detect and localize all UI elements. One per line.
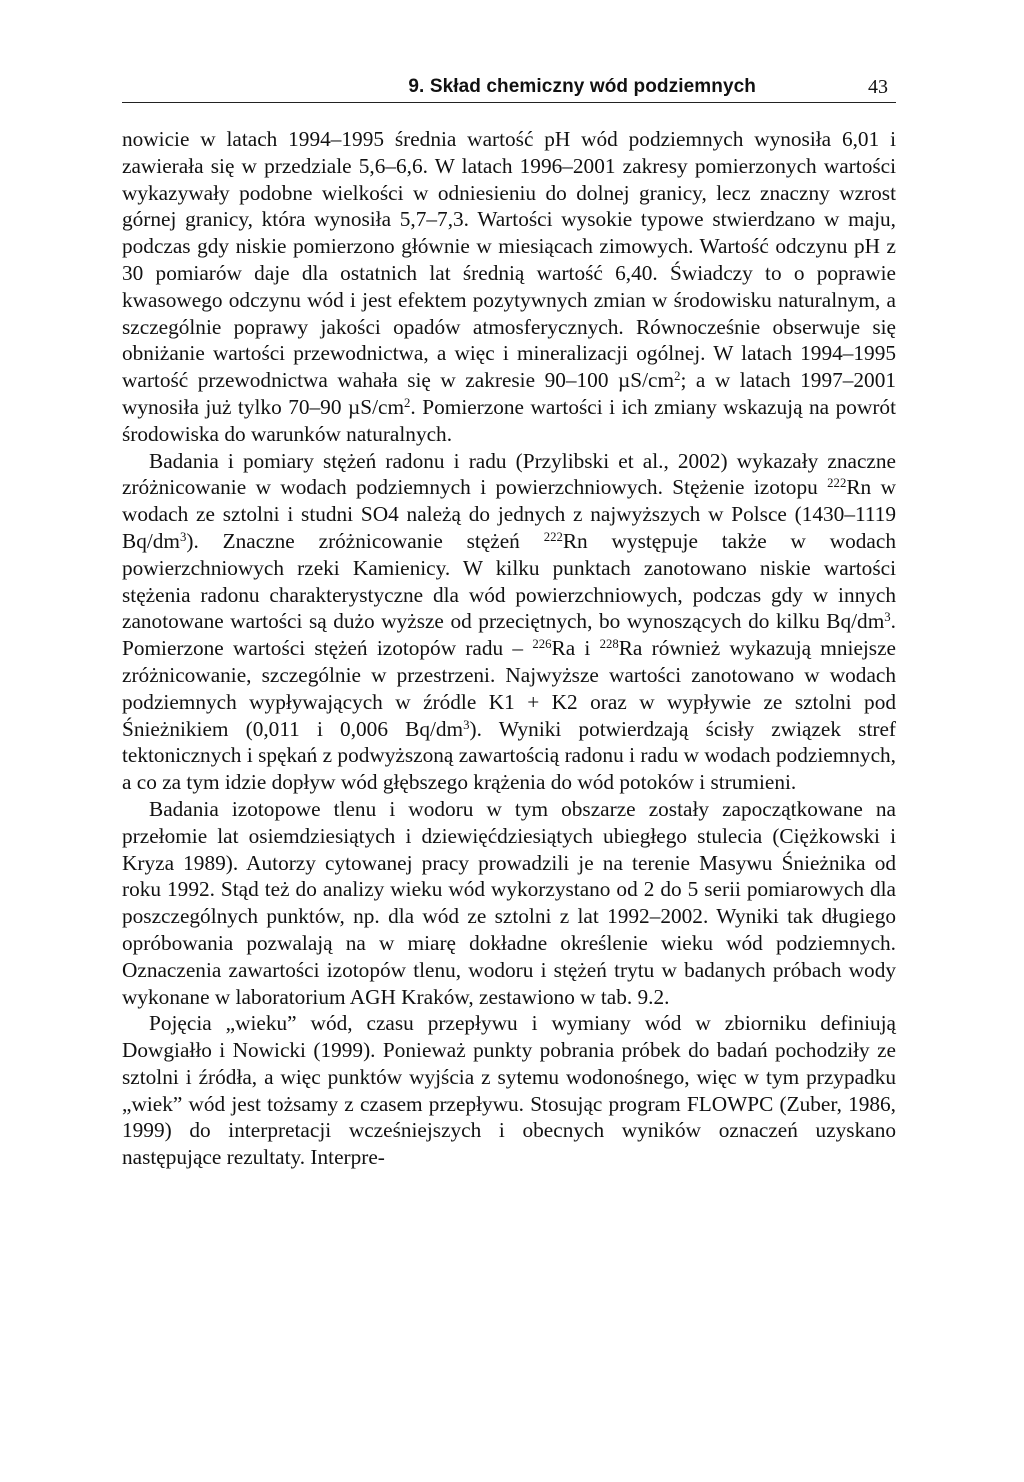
- paragraph-1: [122, 126, 896, 448]
- superscript: 226: [532, 637, 552, 652]
- body-text: [122, 126, 896, 1171]
- text-run: ; a w latach 1997–2001 wynosiła już tylko 70–90 µS/cm: [122, 368, 896, 419]
- text-run: Rn w wodach ze sztolni i studni SO4 należą do jednych z najwyższych w Polsce (1430–1119 Bq/dm: [122, 475, 896, 553]
- text-run: . Pomierzone wartości stężeń izotopów radu –: [122, 609, 896, 661]
- superscript: 222: [827, 476, 847, 491]
- paragraph-4: [122, 1010, 896, 1171]
- text-run: nowicie w latach 1994–1995 średnia wartość pH wód podziemnych wynosiła 6,01 i zawierała się w przedziale 5,6–6,6. W latach 1996–2001 zakresy pomierzonych wartości wykazywały podobne wielkości w odniesieniu do dolnej granicy, lecz znaczny wzrost górnej granicy, która wynosiła 5,7–7,3. Wartości wysokie typowe stwierdzano w maju, podczas gdy niskie pomierzono głównie w miesiącach zimowych. Wartość odczynu pH z 30 pomiarów daje dla ostatnich lat średnią wartość 6,40. Świadczy to o poprawie kwasowego odczynu wód i jest efektem pozytywnych zmian w środowisku naturalnym, a szczególnie poprawy jakości opadów atmosferycznych. Równocześnie obserwuje się obniżanie wartości przewodnictwa, a więc i mineralizacji ogólnej. W latach 1994–1995 wartość przewodnictwa wahała się w zakresie 90–100 µS/cm: [122, 127, 896, 393]
- text-run: Badania i pomiary stężeń radonu i radu (Przylibski et al., 2002) wykazały znaczne zróżnicowanie w wodach podziemnych i powierzchniowych. Stężenie izotopu: [122, 448, 896, 500]
- page-number: 43: [868, 76, 888, 98]
- superscript: 2: [674, 369, 681, 384]
- paragraph-3: [122, 796, 896, 1010]
- text-run: Ra również wykazują mniejsze zróżnicowanie, szczególnie w przestrzeni. Najwyższe wartości zanotowano w wodach podziemnych wypływających w źródle K1 + K2 oraz w wypływie ze sztolni pod Śnieżnikiem (0,011 i 0,006 Bq/dm: [122, 636, 897, 741]
- superscript: 3: [179, 529, 187, 544]
- text-run: Badania izotopowe tlenu i wodoru w tym obszarze zostały zapoczątkowane na przełomie lat osiemdziesiątych i dziewięćdziesiątych ubiegłego stulecia (Ciężkowski i Kryza 1989). Autorzy cytowanej pracy prowadzili je na terenie Masywu Śnieżnika od roku 1992. Stąd też do analizy wieku wód wykorzystano od 2 do 5 serii pomiarowych dla poszczególnych punktów, np. dla wód ze sztolni z lat 1992–2002. Wyniki tak długiego opróbowania pozwalają na w miarę dokładne określenie wieku wód podziemnych. Oznaczenia zawartości izotopów tlenu, wodoru i stężeń trytu w badanych próbach wody wykonane w laboratorium AGH Kraków, zestawiono w tab. 9.2.: [122, 796, 896, 1009]
- text-run: ). Znaczne zróżnicowanie stężeń: [186, 528, 544, 553]
- superscript: 228: [599, 637, 619, 652]
- text-run: Ra i: [551, 636, 600, 661]
- superscript: 3: [463, 717, 470, 732]
- superscript: 2: [404, 395, 411, 410]
- text-run: . Pomierzone wartości i ich zmiany wskazują na powrót środowiska do warunków naturalnych.: [122, 394, 896, 446]
- text-run: Rn występuje także w wodach powierzchniowych rzeki Kamienicy. W kilku punktach zanotowano niskie wartości stężenia radonu charakterystyczne dla wód powierzchniowych, podczas gdy w innych zanotowane wartości są dużo wyższe od przeciętnych, bo wynoszących do kilku Bq/dm: [122, 528, 896, 634]
- text-run: ). Wyniki potwierdzają ścisły związek stref tektonicznych i spękań z podwyższoną zawartością radonu i radu w wodach podziemnych, a co za tym idzie dopływ wód głębszego krążenia do wód potoków i strumieni.: [122, 716, 896, 795]
- superscript: 3: [884, 610, 891, 625]
- running-header: [122, 70, 896, 103]
- superscript: 222: [543, 529, 563, 544]
- text-run: Pojęcia „wieku” wód, czasu przepływu i wymiany wód w zbiorniku definiują Dowgiałło i Nowicki (1999). Ponieważ punkty pobrania próbek do badań pochodziły ze sztolni i źródła, a więc punktów wyjścia z sytemu wodonośnego, więc w tym przypadku „wiek” wód jest tożsamy z czasem przepływu. Stosując program FLOWPC (Zuber, 1986, 1999) do interpretacji wcześniejszych i obecnych wyników oznaczeń uzyskano następujące rezultaty. Interpre-: [122, 1011, 896, 1170]
- chapter-title: 9. Skład chemiczny wód podziemnych: [408, 76, 756, 97]
- paragraph-2: [122, 448, 896, 796]
